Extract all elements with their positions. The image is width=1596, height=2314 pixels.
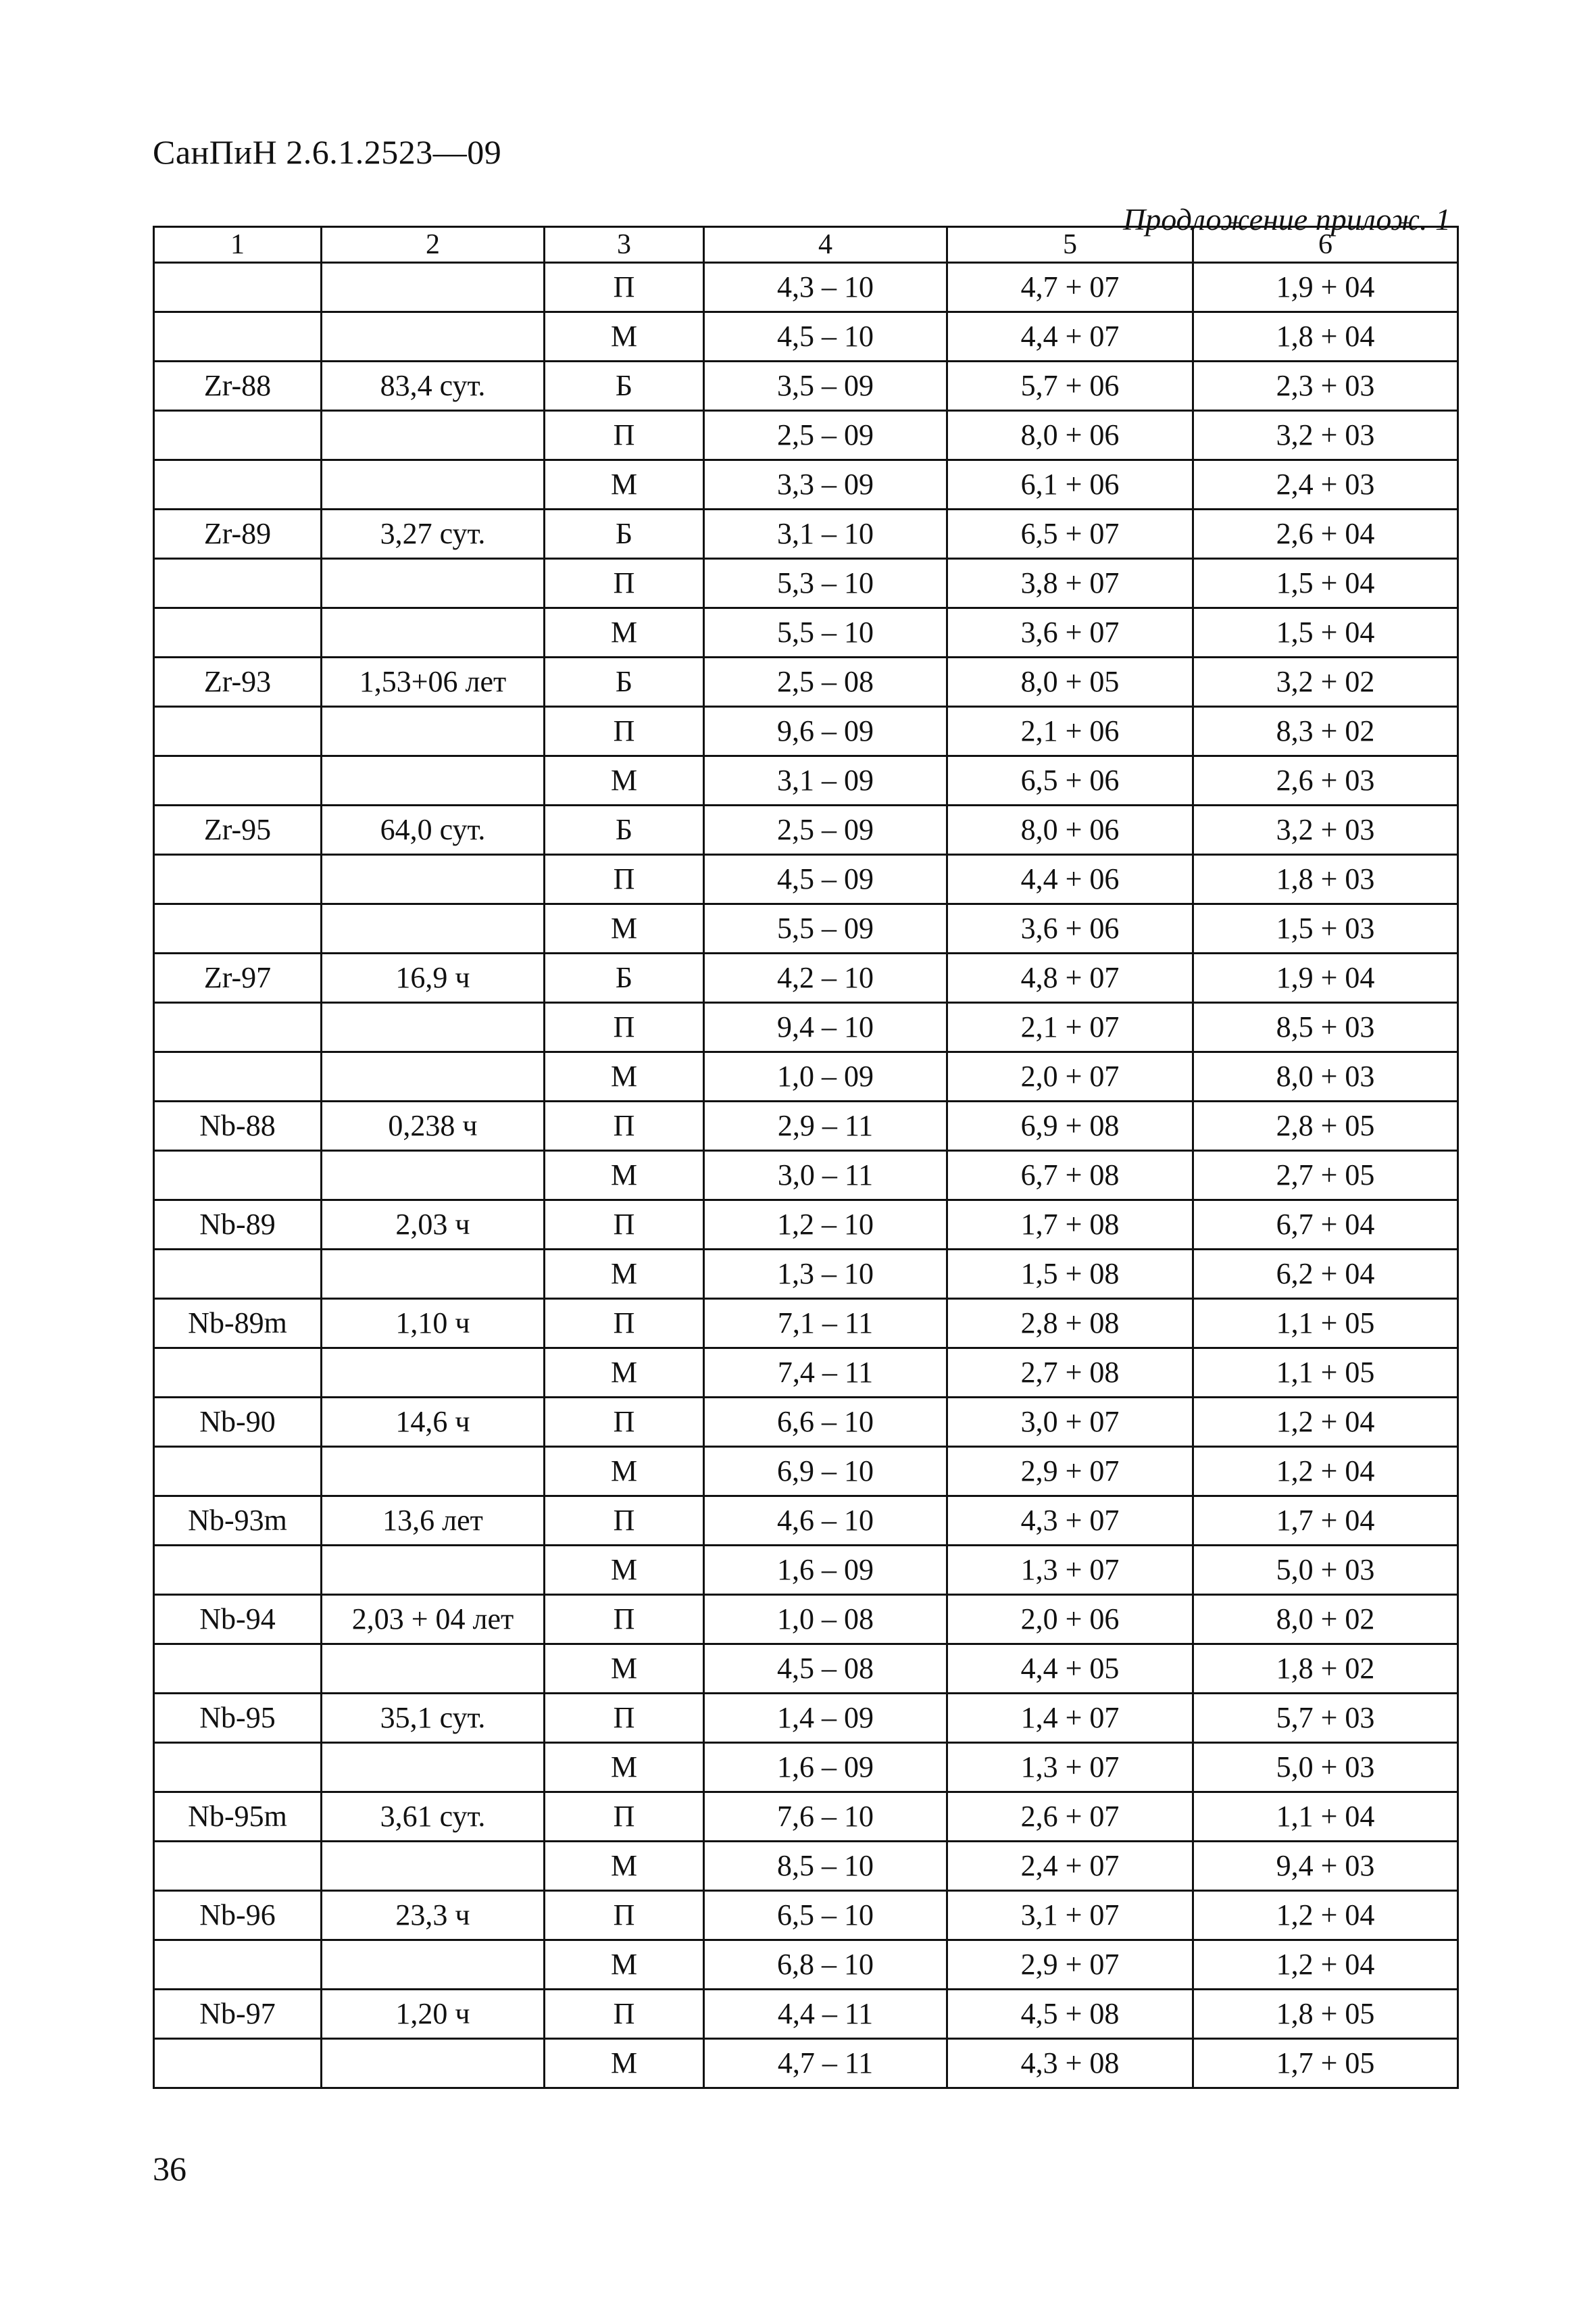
nuclide-cell <box>154 2039 322 2088</box>
value-col4-cell: 1,6 – 09 <box>704 1743 947 1792</box>
value-col6-cell: 1,7 + 04 <box>1193 1496 1458 1546</box>
nuclide-cell <box>154 904 322 954</box>
value-col5-cell: 2,7 + 08 <box>947 1348 1193 1398</box>
type-cell: М <box>545 1546 704 1595</box>
half-life-cell <box>322 2039 545 2088</box>
value-col5-cell: 4,5 + 08 <box>947 1990 1193 2039</box>
table-row <box>154 460 1458 510</box>
table-row <box>154 1644 1458 1694</box>
value-col4-cell: 4,2 – 10 <box>704 954 947 1003</box>
value-col5-cell: 2,9 + 07 <box>947 1940 1193 1990</box>
value-col6-cell: 8,5 + 03 <box>1193 1003 1458 1052</box>
half-life-cell <box>322 1151 545 1200</box>
nuclide-cell: Nb-95m <box>154 1792 322 1842</box>
type-cell: П <box>545 1102 704 1151</box>
nuclide-cell <box>154 1003 322 1052</box>
value-col4-cell: 4,7 – 11 <box>704 2039 947 2088</box>
table-row <box>154 559 1458 608</box>
value-col6-cell: 1,2 + 04 <box>1193 1447 1458 1496</box>
value-col5-cell: 4,4 + 06 <box>947 855 1193 904</box>
column-header: 5 <box>947 227 1193 263</box>
value-col4-cell: 4,4 – 11 <box>704 1990 947 2039</box>
value-col6-cell: 5,0 + 03 <box>1193 1743 1458 1792</box>
data-table <box>153 226 1459 2089</box>
half-life-cell <box>322 756 545 806</box>
type-cell: П <box>545 263 704 312</box>
table-row <box>154 658 1458 707</box>
column-header: 3 <box>545 227 704 263</box>
type-cell: Б <box>545 806 704 855</box>
nuclide-cell: Zr-93 <box>154 658 322 707</box>
nuclide-cell <box>154 559 322 608</box>
half-life-cell: 3,61 сут. <box>322 1792 545 1842</box>
value-col6-cell: 1,8 + 03 <box>1193 855 1458 904</box>
value-col5-cell: 1,5 + 08 <box>947 1250 1193 1299</box>
value-col6-cell: 6,7 + 04 <box>1193 1200 1458 1250</box>
nuclide-cell: Zr-89 <box>154 510 322 559</box>
type-cell: П <box>545 1792 704 1842</box>
value-col4-cell: 8,5 – 10 <box>704 1842 947 1891</box>
half-life-cell: 1,20 ч <box>322 1990 545 2039</box>
table-row <box>154 1348 1458 1398</box>
nuclide-cell <box>154 855 322 904</box>
value-col5-cell: 4,3 + 07 <box>947 1496 1193 1546</box>
table-row <box>154 1200 1458 1250</box>
type-cell: П <box>545 1003 704 1052</box>
value-col5-cell: 8,0 + 06 <box>947 806 1193 855</box>
value-col6-cell: 1,2 + 04 <box>1193 1940 1458 1990</box>
value-col6-cell: 1,1 + 05 <box>1193 1299 1458 1348</box>
table-row <box>154 855 1458 904</box>
type-cell: М <box>545 756 704 806</box>
type-cell: М <box>545 1151 704 1200</box>
value-col5-cell: 4,8 + 07 <box>947 954 1193 1003</box>
value-col5-cell: 1,3 + 07 <box>947 1546 1193 1595</box>
column-header: 1 <box>154 227 322 263</box>
table-row <box>154 1496 1458 1546</box>
table-row <box>154 1842 1458 1891</box>
half-life-cell: 35,1 сут. <box>322 1694 545 1743</box>
table-row <box>154 1052 1458 1102</box>
value-col4-cell: 9,6 – 09 <box>704 707 947 756</box>
value-col4-cell: 1,6 – 09 <box>704 1546 947 1595</box>
value-col6-cell: 8,0 + 03 <box>1193 1052 1458 1102</box>
nuclide-cell <box>154 1546 322 1595</box>
type-cell: П <box>545 1496 704 1546</box>
value-col6-cell: 5,0 + 03 <box>1193 1546 1458 1595</box>
table-row <box>154 608 1458 658</box>
nuclide-cell <box>154 411 322 460</box>
value-col4-cell: 1,3 – 10 <box>704 1250 947 1299</box>
half-life-cell <box>322 312 545 362</box>
value-col6-cell: 1,1 + 04 <box>1193 1792 1458 1842</box>
nuclide-cell <box>154 1743 322 1792</box>
value-col4-cell: 4,5 – 10 <box>704 312 947 362</box>
half-life-cell: 2,03 ч <box>322 1200 545 1250</box>
table-row <box>154 1595 1458 1644</box>
value-col6-cell: 2,8 + 05 <box>1193 1102 1458 1151</box>
value-col4-cell: 3,0 – 11 <box>704 1151 947 1200</box>
value-col5-cell: 2,0 + 07 <box>947 1052 1193 1102</box>
value-col4-cell: 1,0 – 09 <box>704 1052 947 1102</box>
value-col5-cell: 3,6 + 06 <box>947 904 1193 954</box>
half-life-cell <box>322 1348 545 1398</box>
nuclide-cell <box>154 312 322 362</box>
type-cell: П <box>545 707 704 756</box>
continuation-caption: Продложение прилож. 1 <box>1123 202 1451 237</box>
value-col6-cell: 9,4 + 03 <box>1193 1842 1458 1891</box>
type-cell: П <box>545 1299 704 1348</box>
type-cell: М <box>545 608 704 658</box>
value-col5-cell: 2,6 + 07 <box>947 1792 1193 1842</box>
value-col6-cell: 5,7 + 03 <box>1193 1694 1458 1743</box>
value-col4-cell: 2,5 – 09 <box>704 806 947 855</box>
type-cell: М <box>545 1447 704 1496</box>
nuclide-cell <box>154 707 322 756</box>
value-col5-cell: 2,1 + 06 <box>947 707 1193 756</box>
value-col4-cell: 1,4 – 09 <box>704 1694 947 1743</box>
value-col4-cell: 4,5 – 08 <box>704 1644 947 1694</box>
value-col5-cell: 6,1 + 06 <box>947 460 1193 510</box>
half-life-cell: 2,03 + 04 лет <box>322 1595 545 1644</box>
value-col4-cell: 5,3 – 10 <box>704 559 947 608</box>
value-col5-cell: 4,7 + 07 <box>947 263 1193 312</box>
table-header-row <box>154 227 1458 263</box>
value-col4-cell: 4,3 – 10 <box>704 263 947 312</box>
type-cell: П <box>545 1595 704 1644</box>
table-row <box>154 510 1458 559</box>
value-col6-cell: 3,2 + 03 <box>1193 411 1458 460</box>
nuclide-cell <box>154 263 322 312</box>
table-row <box>154 1990 1458 2039</box>
table-row <box>154 1102 1458 1151</box>
type-cell: П <box>545 411 704 460</box>
table-body <box>154 263 1458 2088</box>
table-row <box>154 1694 1458 1743</box>
value-col4-cell: 6,8 – 10 <box>704 1940 947 1990</box>
value-col5-cell: 1,3 + 07 <box>947 1743 1193 1792</box>
value-col4-cell: 7,1 – 11 <box>704 1299 947 1348</box>
value-col5-cell: 8,0 + 06 <box>947 411 1193 460</box>
value-col5-cell: 3,0 + 07 <box>947 1398 1193 1447</box>
table-row <box>154 1151 1458 1200</box>
value-col6-cell: 1,9 + 04 <box>1193 263 1458 312</box>
value-col4-cell: 3,1 – 09 <box>704 756 947 806</box>
value-col5-cell: 4,4 + 05 <box>947 1644 1193 1694</box>
half-life-cell: 83,4 сут. <box>322 362 545 411</box>
nuclide-cell: Nb-93m <box>154 1496 322 1546</box>
nuclide-cell: Nb-96 <box>154 1891 322 1940</box>
value-col6-cell: 2,4 + 03 <box>1193 460 1458 510</box>
nuclide-cell: Nb-89m <box>154 1299 322 1348</box>
table-row <box>154 756 1458 806</box>
table-row <box>154 806 1458 855</box>
value-col6-cell: 1,8 + 05 <box>1193 1990 1458 2039</box>
document-header: СанПиН 2.6.1.2523—09 <box>153 133 502 171</box>
table-row <box>154 1792 1458 1842</box>
half-life-cell <box>322 263 545 312</box>
half-life-cell <box>322 855 545 904</box>
type-cell: Б <box>545 658 704 707</box>
table-row <box>154 1447 1458 1496</box>
table-row <box>154 1940 1458 1990</box>
value-col5-cell: 6,5 + 06 <box>947 756 1193 806</box>
value-col4-cell: 1,2 – 10 <box>704 1200 947 1250</box>
type-cell: П <box>545 1990 704 2039</box>
table-row <box>154 362 1458 411</box>
type-cell: Б <box>545 510 704 559</box>
nuclide-cell <box>154 1940 322 1990</box>
half-life-cell <box>322 1546 545 1595</box>
value-col5-cell: 6,9 + 08 <box>947 1102 1193 1151</box>
value-col6-cell: 8,3 + 02 <box>1193 707 1458 756</box>
half-life-cell <box>322 1940 545 1990</box>
nuclide-cell <box>154 1447 322 1496</box>
value-col5-cell: 4,3 + 08 <box>947 2039 1193 2088</box>
nuclide-cell: Nb-90 <box>154 1398 322 1447</box>
table-row <box>154 1250 1458 1299</box>
table-row <box>154 1398 1458 1447</box>
type-cell: П <box>545 1398 704 1447</box>
table-row <box>154 707 1458 756</box>
type-cell: М <box>545 904 704 954</box>
nuclide-cell <box>154 756 322 806</box>
nuclide-cell: Zr-95 <box>154 806 322 855</box>
value-col6-cell: 1,8 + 02 <box>1193 1644 1458 1694</box>
type-cell: М <box>545 1348 704 1398</box>
half-life-cell: 16,9 ч <box>322 954 545 1003</box>
half-life-cell <box>322 460 545 510</box>
value-col4-cell: 9,4 – 10 <box>704 1003 947 1052</box>
half-life-cell <box>322 1052 545 1102</box>
value-col4-cell: 4,6 – 10 <box>704 1496 947 1546</box>
value-col4-cell: 4,5 – 09 <box>704 855 947 904</box>
column-header: 2 <box>322 227 545 263</box>
type-cell: М <box>545 1940 704 1990</box>
type-cell: П <box>545 1694 704 1743</box>
value-col6-cell: 1,5 + 03 <box>1193 904 1458 954</box>
value-col6-cell: 1,9 + 04 <box>1193 954 1458 1003</box>
value-col5-cell: 6,5 + 07 <box>947 510 1193 559</box>
value-col6-cell: 2,6 + 03 <box>1193 756 1458 806</box>
value-col5-cell: 3,1 + 07 <box>947 1891 1193 1940</box>
value-col5-cell: 4,4 + 07 <box>947 312 1193 362</box>
half-life-cell: 64,0 сут. <box>322 806 545 855</box>
table-row <box>154 1743 1458 1792</box>
page-number: 36 <box>153 2150 186 2188</box>
value-col4-cell: 3,5 – 09 <box>704 362 947 411</box>
type-cell: П <box>545 1891 704 1940</box>
value-col6-cell: 1,5 + 04 <box>1193 608 1458 658</box>
value-col6-cell: 2,7 + 05 <box>1193 1151 1458 1200</box>
type-cell: П <box>545 855 704 904</box>
value-col6-cell: 3,2 + 03 <box>1193 806 1458 855</box>
value-col5-cell: 2,0 + 06 <box>947 1595 1193 1644</box>
value-col6-cell: 2,3 + 03 <box>1193 362 1458 411</box>
value-col5-cell: 2,9 + 07 <box>947 1447 1193 1496</box>
value-col6-cell: 8,0 + 02 <box>1193 1595 1458 1644</box>
table-row <box>154 1546 1458 1595</box>
value-col5-cell: 8,0 + 05 <box>947 658 1193 707</box>
table-row <box>154 312 1458 362</box>
value-col4-cell: 2,5 – 08 <box>704 658 947 707</box>
half-life-cell <box>322 1743 545 1792</box>
value-col6-cell: 3,2 + 02 <box>1193 658 1458 707</box>
table-row <box>154 2039 1458 2088</box>
value-col6-cell: 1,7 + 05 <box>1193 2039 1458 2088</box>
type-cell: П <box>545 559 704 608</box>
table-row <box>154 263 1458 312</box>
value-col5-cell: 1,7 + 08 <box>947 1200 1193 1250</box>
value-col5-cell: 6,7 + 08 <box>947 1151 1193 1200</box>
half-life-cell: 23,3 ч <box>322 1891 545 1940</box>
value-col4-cell: 3,1 – 10 <box>704 510 947 559</box>
half-life-cell: 0,238 ч <box>322 1102 545 1151</box>
value-col4-cell: 7,6 – 10 <box>704 1792 947 1842</box>
table-row <box>154 1891 1458 1940</box>
type-cell: М <box>545 1250 704 1299</box>
half-life-cell: 3,27 сут. <box>322 510 545 559</box>
value-col4-cell: 2,5 – 09 <box>704 411 947 460</box>
table-row <box>154 1003 1458 1052</box>
half-life-cell: 1,53+06 лет <box>322 658 545 707</box>
type-cell: Б <box>545 362 704 411</box>
half-life-cell <box>322 411 545 460</box>
nuclide-cell <box>154 608 322 658</box>
type-cell: М <box>545 1743 704 1792</box>
type-cell: Б <box>545 954 704 1003</box>
table-row <box>154 954 1458 1003</box>
column-header: 4 <box>704 227 947 263</box>
column-header: 6 <box>1193 227 1458 263</box>
value-col6-cell: 1,5 + 04 <box>1193 559 1458 608</box>
type-cell: М <box>545 2039 704 2088</box>
value-col4-cell: 6,6 – 10 <box>704 1398 947 1447</box>
value-col6-cell: 1,8 + 04 <box>1193 312 1458 362</box>
half-life-cell: 1,10 ч <box>322 1299 545 1348</box>
half-life-cell: 14,6 ч <box>322 1398 545 1447</box>
value-col6-cell: 1,2 + 04 <box>1193 1398 1458 1447</box>
half-life-cell <box>322 904 545 954</box>
half-life-cell <box>322 608 545 658</box>
nuclide-cell: Nb-89 <box>154 1200 322 1250</box>
nuclide-cell <box>154 1644 322 1694</box>
value-col5-cell: 1,4 + 07 <box>947 1694 1193 1743</box>
nuclide-cell: Nb-97 <box>154 1990 322 2039</box>
half-life-cell <box>322 1447 545 1496</box>
value-col4-cell: 5,5 – 10 <box>704 608 947 658</box>
half-life-cell <box>322 1003 545 1052</box>
table-row <box>154 411 1458 460</box>
value-col6-cell: 1,1 + 05 <box>1193 1348 1458 1398</box>
value-col6-cell: 2,6 + 04 <box>1193 510 1458 559</box>
nuclide-cell <box>154 1151 322 1200</box>
value-col4-cell: 3,3 – 09 <box>704 460 947 510</box>
half-life-cell <box>322 559 545 608</box>
nuclide-cell: Zr-97 <box>154 954 322 1003</box>
nuclide-cell <box>154 1348 322 1398</box>
half-life-cell <box>322 1644 545 1694</box>
table-row <box>154 1299 1458 1348</box>
type-cell: М <box>545 312 704 362</box>
value-col6-cell: 6,2 + 04 <box>1193 1250 1458 1299</box>
nuclide-cell <box>154 1052 322 1102</box>
half-life-cell <box>322 1250 545 1299</box>
nuclide-cell: Nb-94 <box>154 1595 322 1644</box>
half-life-cell: 13,6 лет <box>322 1496 545 1546</box>
value-col4-cell: 2,9 – 11 <box>704 1102 947 1151</box>
value-col4-cell: 7,4 – 11 <box>704 1348 947 1398</box>
nuclide-cell: Nb-95 <box>154 1694 322 1743</box>
type-cell: М <box>545 1842 704 1891</box>
nuclide-cell: Nb-88 <box>154 1102 322 1151</box>
value-col5-cell: 2,8 + 08 <box>947 1299 1193 1348</box>
value-col4-cell: 5,5 – 09 <box>704 904 947 954</box>
value-col5-cell: 5,7 + 06 <box>947 362 1193 411</box>
value-col5-cell: 3,8 + 07 <box>947 559 1193 608</box>
nuclide-cell <box>154 460 322 510</box>
type-cell: М <box>545 460 704 510</box>
half-life-cell <box>322 1842 545 1891</box>
type-cell: М <box>545 1052 704 1102</box>
value-col4-cell: 1,0 – 08 <box>704 1595 947 1644</box>
value-col5-cell: 2,4 + 07 <box>947 1842 1193 1891</box>
type-cell: М <box>545 1644 704 1694</box>
nuclide-cell <box>154 1842 322 1891</box>
table-row <box>154 904 1458 954</box>
value-col4-cell: 6,9 – 10 <box>704 1447 947 1496</box>
nuclide-cell <box>154 1250 322 1299</box>
value-col5-cell: 2,1 + 07 <box>947 1003 1193 1052</box>
value-col6-cell: 1,2 + 04 <box>1193 1891 1458 1940</box>
half-life-cell <box>322 707 545 756</box>
value-col4-cell: 6,5 – 10 <box>704 1891 947 1940</box>
type-cell: П <box>545 1200 704 1250</box>
value-col5-cell: 3,6 + 07 <box>947 608 1193 658</box>
nuclide-cell: Zr-88 <box>154 362 322 411</box>
